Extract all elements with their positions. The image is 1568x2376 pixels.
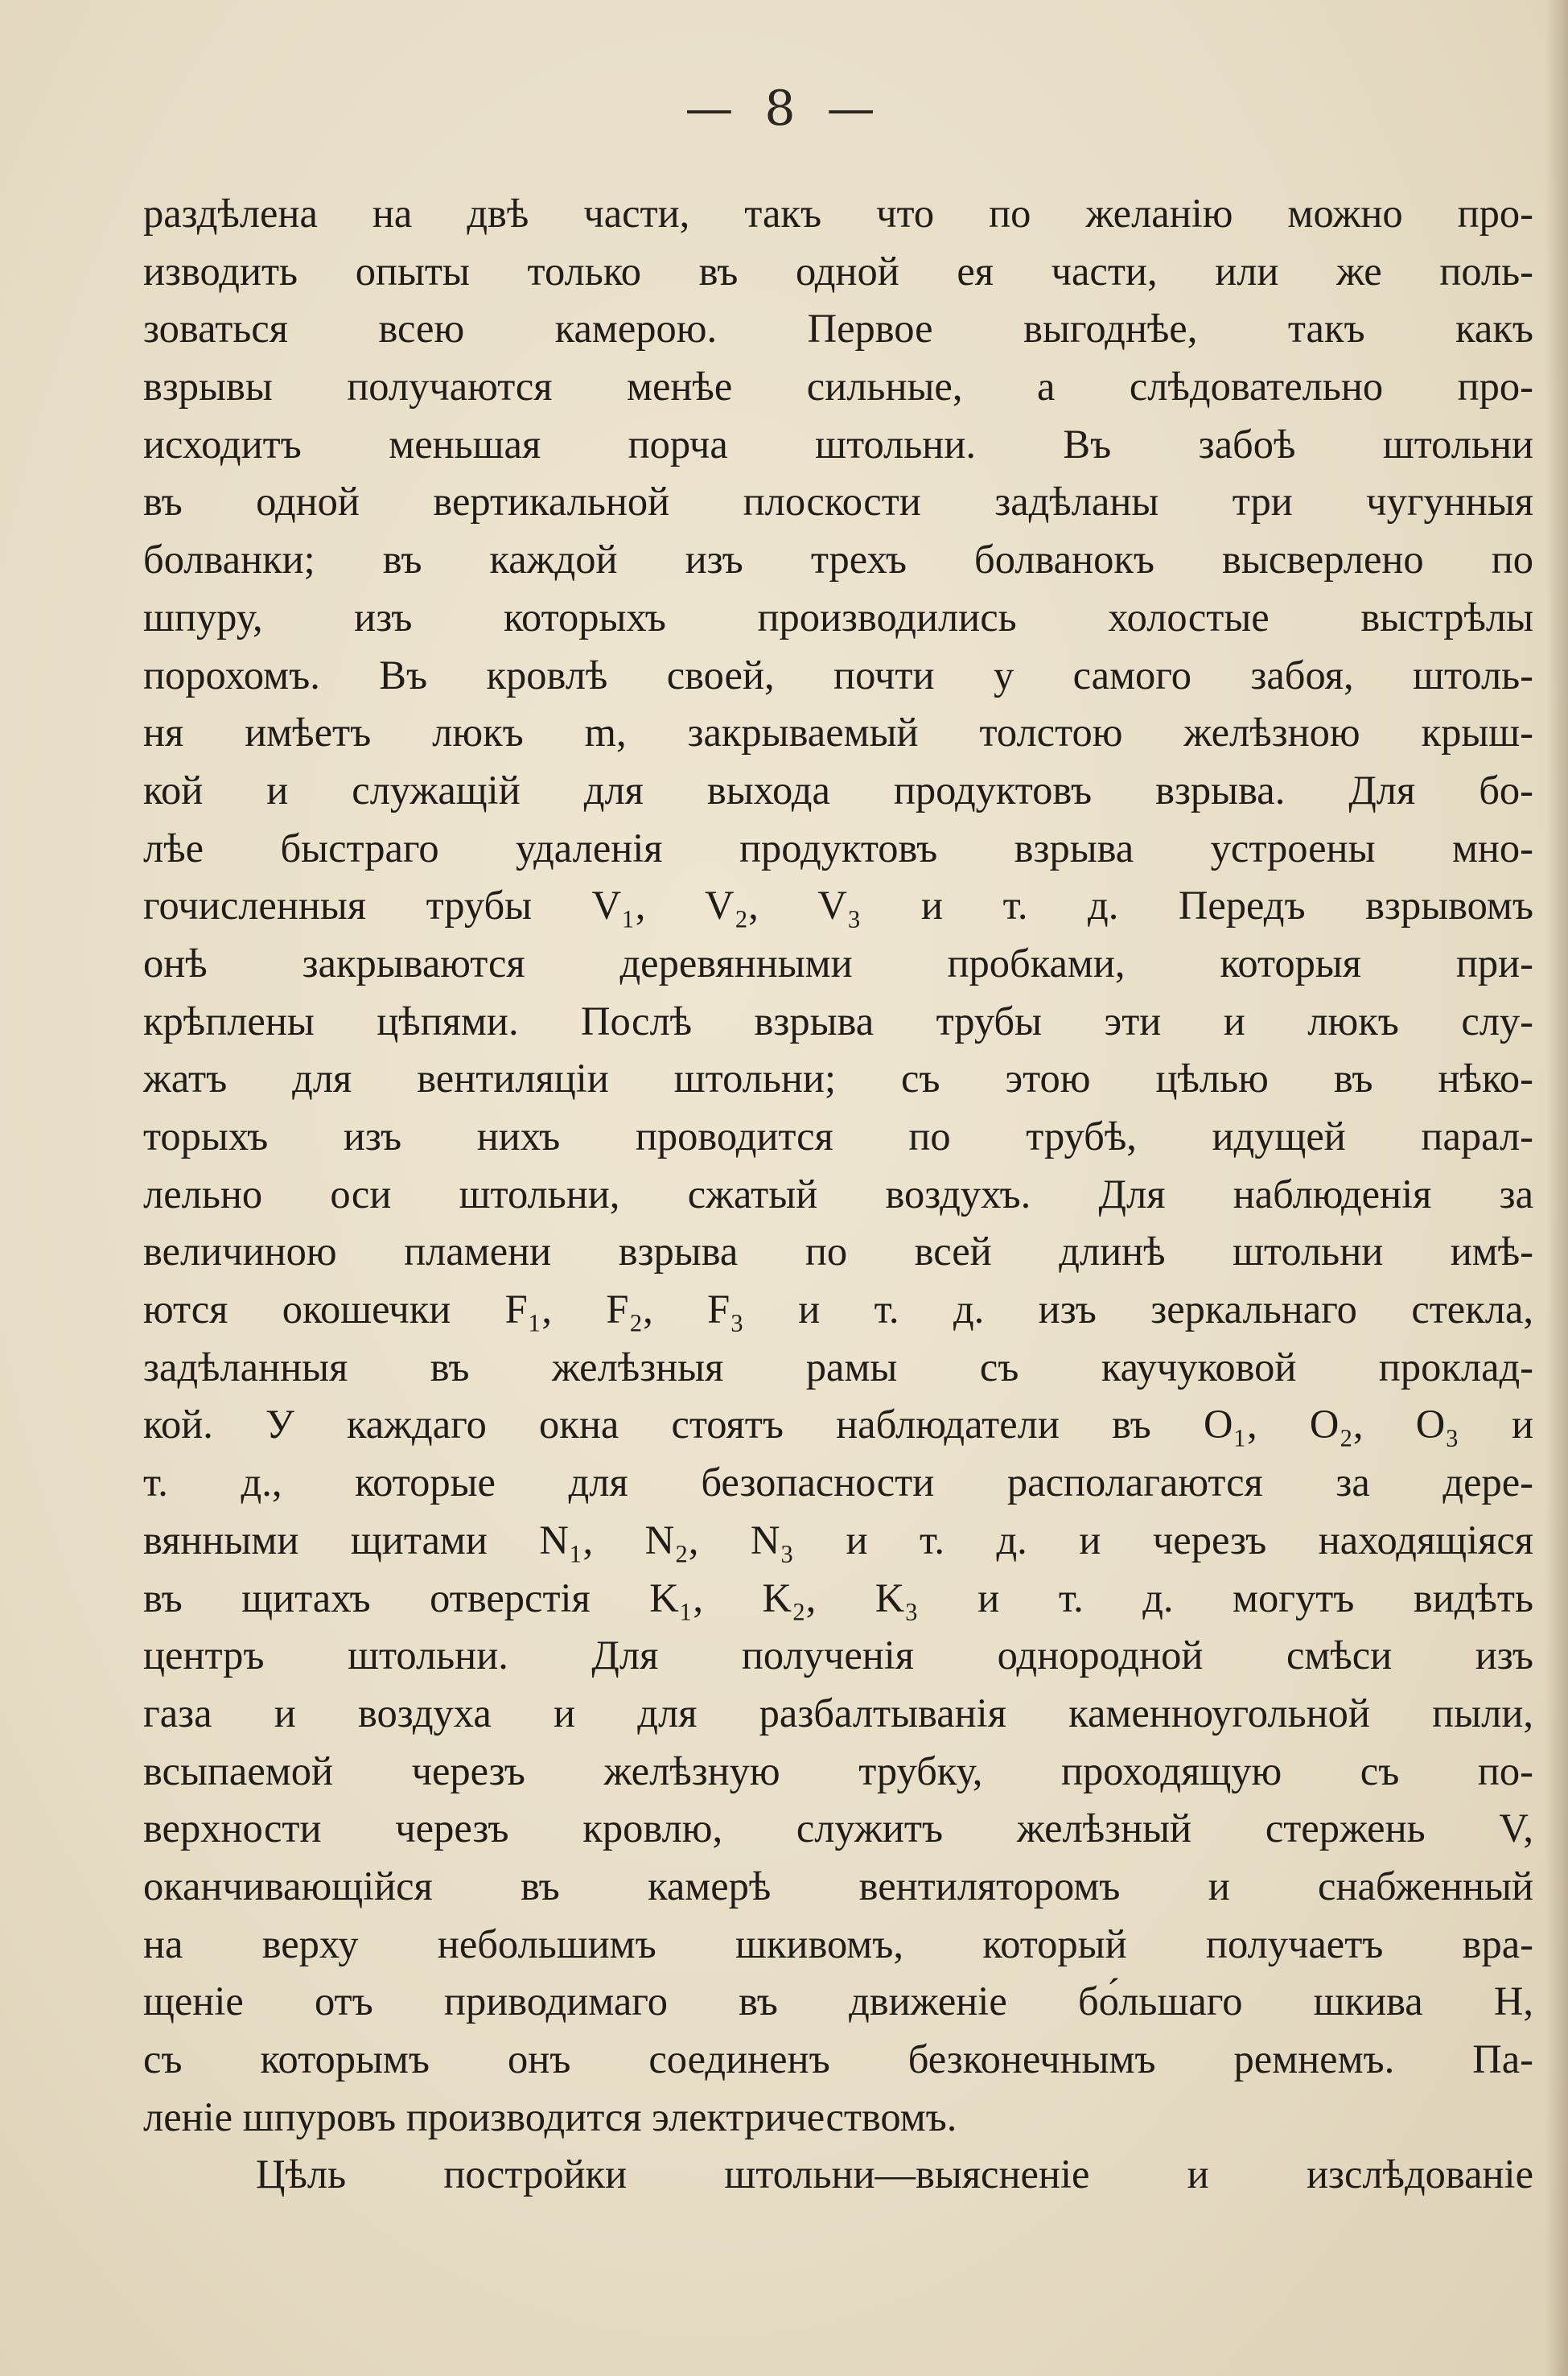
text-line-4: взрывы получаются менѣе сильные, а слѣдовательно про- xyxy=(143,364,1533,410)
text-line-34: леніе шпуровъ производится электричествомъ. xyxy=(143,2094,957,2139)
text-line-17: торыхъ изъ нихъ проводится по трубѣ, идущей парал- xyxy=(143,1114,1533,1159)
text-line-26: центръ штольни. Для полученія однородной смѣси изъ xyxy=(143,1633,1533,1678)
text-line-31: на верху небольшимъ шкивомъ, который получаетъ вра- xyxy=(143,1921,1533,1966)
text-line-2: изводить опыты только въ одной ея части, или же поль- xyxy=(143,248,1533,294)
body-text xyxy=(143,185,1533,2204)
text-line-8: шпуру, изъ которыхъ производились холостые выстрѣлы xyxy=(143,594,1533,640)
text-line-14: онѣ закрываются деревянными пробками, которыя при- xyxy=(143,940,1533,986)
page-edge-shadow xyxy=(1545,0,1568,2376)
text-line-7: болванки; въ каждой изъ трехъ болванокъ высверлено по xyxy=(143,537,1533,583)
text-line-3: зоваться всею камерою. Первое выгоднѣе, такъ какъ xyxy=(143,306,1533,352)
text-line-9: порохомъ. Въ кровлѣ своей, почти у самого забоя, штоль- xyxy=(143,652,1533,698)
text-line-28: всыпаемой черезъ желѣзную трубку, проходящую съ по- xyxy=(143,1748,1533,1793)
text-line-5: исходитъ меньшая порча штольни. Въ забоѣ штольни xyxy=(143,421,1533,467)
text-line-1: раздѣлена на двѣ части, такъ что по желанію можно про- xyxy=(143,191,1533,236)
text-line-16: жатъ для вентиляціи штольни; съ этою цѣлью въ нѣко- xyxy=(143,1056,1533,1102)
page-number: — 8 — xyxy=(685,80,883,137)
text-line-19: величиною пламени взрыва по всей длинѣ штольни имѣ- xyxy=(143,1229,1533,1274)
text-line-30: оканчивающійся въ камерѣ вентиляторомъ и снабженный xyxy=(143,1863,1533,1909)
text-line-29: верхности черезъ кровлю, служитъ желѣзный стержень V, xyxy=(143,1806,1533,1851)
text-line-6: въ одной вертикальной плоскости задѣланы три чугунныя xyxy=(143,479,1533,525)
text-line-32: щеніе отъ приводимаго въ движеніе бо́льшаго шкива H, xyxy=(143,1979,1533,2024)
text-line-21: задѣланныя въ желѣзныя рамы съ каучуковой проклад- xyxy=(143,1344,1533,1390)
text-line-35: Цѣль постройки штольни—выясненіе и изслѣдованіе xyxy=(256,2152,1533,2197)
text-line-13: гочисленныя трубы V₁, V₂, V₃ и т. д. Передъ взрывомъ xyxy=(143,883,1533,929)
text-line-11: кой и служащій для выхода продуктовъ взрыва. Для бо- xyxy=(143,767,1533,813)
text-line-22: кой. У каждаго окна стоятъ наблюдатели въ O₁, O₂, O₃ и xyxy=(143,1402,1533,1447)
text-line-10: ня имѣетъ люкъ m, закрываемый толстою желѣзною крыш- xyxy=(143,710,1533,756)
text-line-18: лельно оси штольни, сжатый воздухъ. Для наблюденія за xyxy=(143,1171,1533,1217)
text-line-23: т. д., которые для безопасности располагаются за дере- xyxy=(143,1460,1533,1505)
text-line-12: лѣе быстраго удаленія продуктовъ взрыва устроены мно- xyxy=(143,825,1533,871)
text-line-24: вянными щитами N₁, N₂, N₃ и т. д. и черезъ находящіяся xyxy=(143,1517,1533,1563)
text-line-27: газа и воздуха и для разбалтыванія каменноугольной пыли, xyxy=(143,1690,1533,1736)
text-line-33: съ которымъ онъ соединенъ безконечнымъ ремнемъ. Па- xyxy=(143,2036,1533,2082)
text-line-25: въ щитахъ отверстія K₁, K₂, K₃ и т. д. могутъ видѣть xyxy=(143,1575,1533,1620)
text-line-20: ются окошечки F₁, F₂, F₃ и т. д. изъ зеркальнаго стекла, xyxy=(143,1287,1533,1332)
text-line-15: крѣплены цѣпями. Послѣ взрыва трубы эти и люкъ слу- xyxy=(143,998,1533,1044)
